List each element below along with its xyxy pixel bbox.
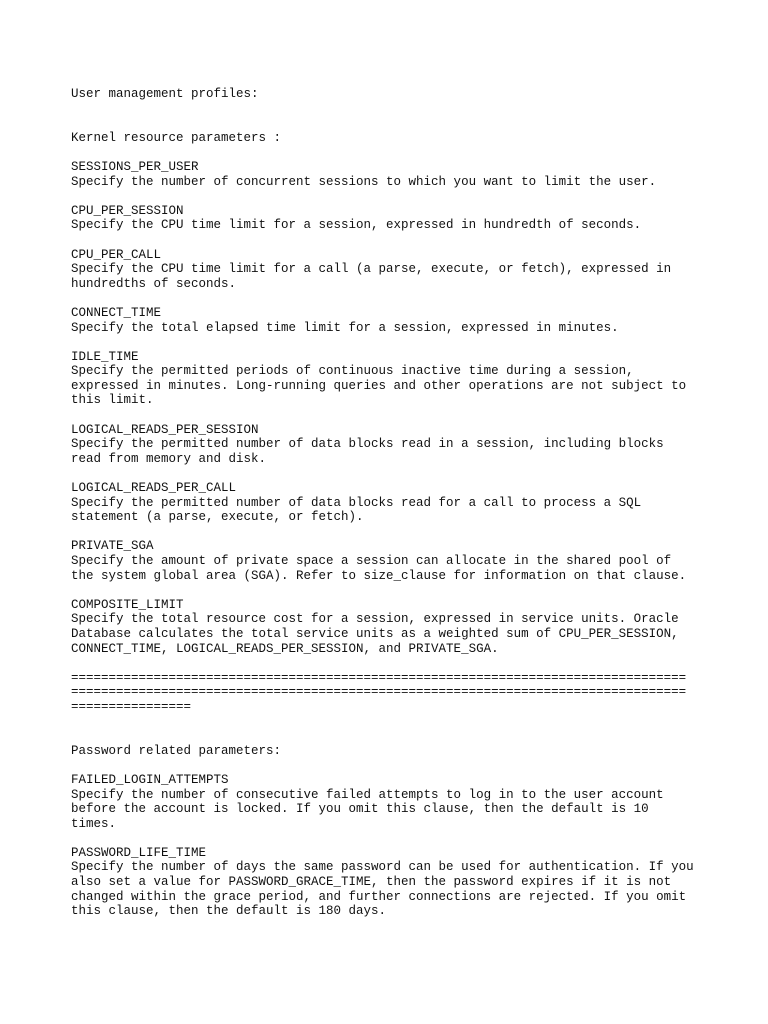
parameter-description-line: times. — [71, 816, 117, 831]
parameter-description-line: Database calculates the total service units as a weighted sum of CPU_PER_SESSION, — [71, 626, 679, 641]
parameter-description-line: Specify the permitted periods of continuous inactive time during a session, — [71, 364, 634, 379]
parameter-description-line: Specify the permitted number of data blocks read for a call to process a SQL — [71, 495, 642, 510]
spacer — [71, 831, 751, 846]
parameter-name: CPU_PER_SESSION — [71, 203, 184, 218]
separator-line: ================================================================================== — [71, 670, 687, 685]
parameter-description-line: read from memory and disk. — [71, 451, 267, 466]
parameter-name: PASSWORD_LIFE_TIME — [71, 845, 207, 860]
parameter-name: CONNECT_TIME — [71, 305, 162, 320]
parameter-description-line: Specify the CPU time limit for a call (a parse, execute, or fetch), expressed in — [71, 262, 672, 277]
parameter-block — [71, 306, 751, 350]
parameter-name: LOGICAL_READS_PER_CALL — [71, 481, 237, 496]
kernel-heading: Kernel resource parameters : — [71, 130, 282, 145]
spacer — [71, 408, 751, 423]
parameter-block — [71, 350, 751, 423]
separator-line: ================================================================================== — [71, 685, 687, 700]
spacer — [71, 715, 751, 744]
parameter-block — [71, 160, 751, 204]
parameter-description-line: statement (a parse, execute, or fetch). — [71, 510, 364, 525]
spacer — [71, 145, 751, 160]
parameter-block — [71, 204, 751, 248]
spacer — [71, 583, 751, 598]
password-heading: Password related parameters: — [71, 743, 282, 758]
parameter-name: PRIVATE_SGA — [71, 539, 154, 554]
spacer — [71, 102, 751, 131]
document-page — [71, 87, 751, 933]
parameter-name: COMPOSITE_LIMIT — [71, 597, 184, 612]
parameter-description-line: before the account is locked. If you omit this clause, then the default is 10 — [71, 802, 649, 817]
parameter-description-line: Specify the total resource cost for a session, expressed in service units. Oracle — [71, 612, 679, 627]
spacer — [71, 233, 751, 248]
parameter-block — [71, 598, 751, 671]
parameter-block — [71, 423, 751, 481]
document-title: User management profiles: — [71, 87, 259, 101]
parameter-description-line: CONNECT_TIME, LOGICAL_READS_PER_SESSION, and PRIVATE_SGA. — [71, 641, 499, 656]
parameter-description-line: the system global area (SGA). Refer to size_clause for information on that clause. — [71, 568, 687, 583]
parameter-description-line: hundredths of seconds. — [71, 276, 237, 291]
spacer — [71, 919, 751, 934]
kernel-parameter-list — [71, 160, 751, 671]
spacer — [71, 525, 751, 540]
password-parameter-list — [71, 773, 751, 934]
parameter-description-line: also set a value for PASSWORD_GRACE_TIME, then the password expires if it is not — [71, 875, 672, 890]
parameter-description-line: Specify the number of consecutive failed attempts to log in to the user account — [71, 787, 664, 802]
separator-block — [71, 671, 751, 715]
parameter-description-line: Specify the total elapsed time limit for a session, expressed in minutes. — [71, 320, 619, 335]
parameter-block — [71, 481, 751, 539]
parameter-name: SESSIONS_PER_USER — [71, 159, 199, 174]
parameter-description-line: this clause, then the default is 180 days. — [71, 904, 387, 919]
spacer — [71, 291, 751, 306]
separator-line: ================ — [71, 699, 192, 714]
parameter-description-line: Specify the permitted number of data blocks read in a session, including blocks — [71, 437, 664, 452]
parameter-description-line: Specify the CPU time limit for a session, expressed in hundredth of seconds. — [71, 218, 642, 233]
parameter-block — [71, 539, 751, 597]
spacer — [71, 656, 751, 671]
parameter-description-line: expressed in minutes. Long-running queries and other operations are not subject to — [71, 378, 687, 393]
spacer — [71, 466, 751, 481]
parameter-name: LOGICAL_READS_PER_SESSION — [71, 422, 259, 437]
parameter-description-line: this limit. — [71, 393, 154, 408]
parameter-name: FAILED_LOGIN_ATTEMPTS — [71, 772, 229, 787]
parameter-name: CPU_PER_CALL — [71, 247, 162, 262]
spacer — [71, 758, 751, 773]
parameter-name: IDLE_TIME — [71, 349, 139, 364]
parameter-description-line: Specify the amount of private space a session can allocate in the shared pool of — [71, 554, 672, 568]
parameter-description-line: Specify the number of concurrent sessions to which you want to limit the user. — [71, 174, 657, 189]
parameter-block — [71, 773, 751, 846]
spacer — [71, 189, 751, 204]
spacer — [71, 335, 751, 350]
parameter-block — [71, 248, 751, 306]
parameter-description-line: changed within the grace period, and further connections are rejected. If you omit — [71, 889, 687, 904]
parameter-description-line: Specify the number of days the same password can be used for authentication. If you — [71, 860, 694, 875]
parameter-block — [71, 846, 751, 934]
